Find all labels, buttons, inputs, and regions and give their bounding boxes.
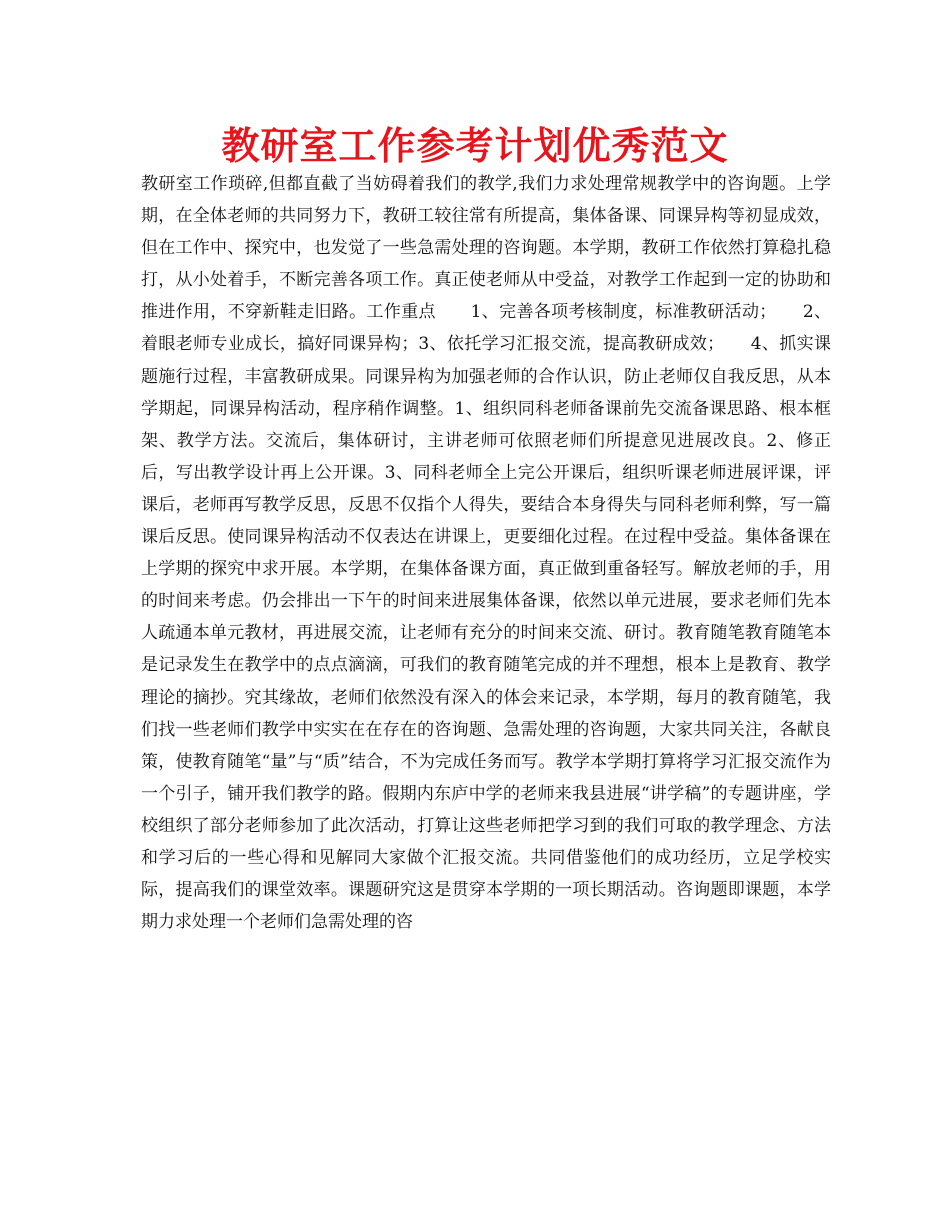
document-body: 教研室工作琐碎,但都直截了当妨碍着我们的教学,我们力求处理常规教学中的咨询题。上学期，在全体老师的共同努力下，教研工较往常有所提高，集体备课、同课异构等初显成效，但在工作中、探究中，也发觉了一些急需处理的咨询题。本学期，教研工作依然打算稳扎稳打，从小处着手，不断完善各项工作。真正使老师从中受益，对教学工作起到一定的协助和推进作用，不穿新鞋走旧路。工作重点 1、完善各项考核制度，标准教研活动； 2、着眼老师专业成长，搞好同课异构；3、依托学习汇报交流，提高教研成效； 4、抓实课题施行过程，丰富教研成果。同课异构为加强老师的合作认识，防止老师仅自我反思，从本学期起，同课异构活动，程序稍作调整。1、组织同科老师备课前先交流备课思路、根本框架、教学方法。交流后，集体研讨，主讲老师可依照老师们所提意见进展改良。2、修正后，写出教学设计再上公开课。3、同科老师全上完公开课后，组织听课老师进展评课，评课后，老师再写教学反思，反思不仅指个人得失，要结合本身得失与同科老师利弊，写一篇课后反思。使同课异构活动不仅表达在讲课上，更要细化过程。在过程中受益。集体备课在上学期的探究中求开展。本学期，在集体备课方面，真正做到重备轻写。解放老师的手，用的时间来考虑。仍会排出一下午的时间来进展集体备课，依然以单元进展，要求老师们先本人疏通本单元教材，再进展交流，让老师有充分的时间来交流、研讨。教育随笔教育随笔本是记录发生在教学中的点点滴滴，可我们的教育随笔完成的并不理想，根本上是教育、教学理论的摘抄。究其缘故，老师们依然没有深入的体会来记录，本学期，每月的教育随笔，我们找一些老师们教学中实实在在存在的咨询题、急需处理的咨询题，大家共同关注，各献良策，使教育随笔“量”与“质”结合，不为完成任务而写。教学本学期打算将学习汇报交流作为一个引子，铺开我们教学的路。假期内东庐中学的老师来我县进展“讲学稿”的专题讲座，学校组织了部分老师参加了此次活动，打算让这些老师把学习到的我们可取的教学理念、方法和学习后的一些心得和见解同大家做个汇报交流。共同借鉴他们的成功经历，立足学校实际，提高我们的课堂效率。课题研究这是贯穿本学期的一项长期活动。咨询题即课题，本学期力求处理一个老师们急需处理的咨: [141, 174, 831, 933]
document-title: 教研室工作参考计划优秀范文: [221, 123, 729, 168]
